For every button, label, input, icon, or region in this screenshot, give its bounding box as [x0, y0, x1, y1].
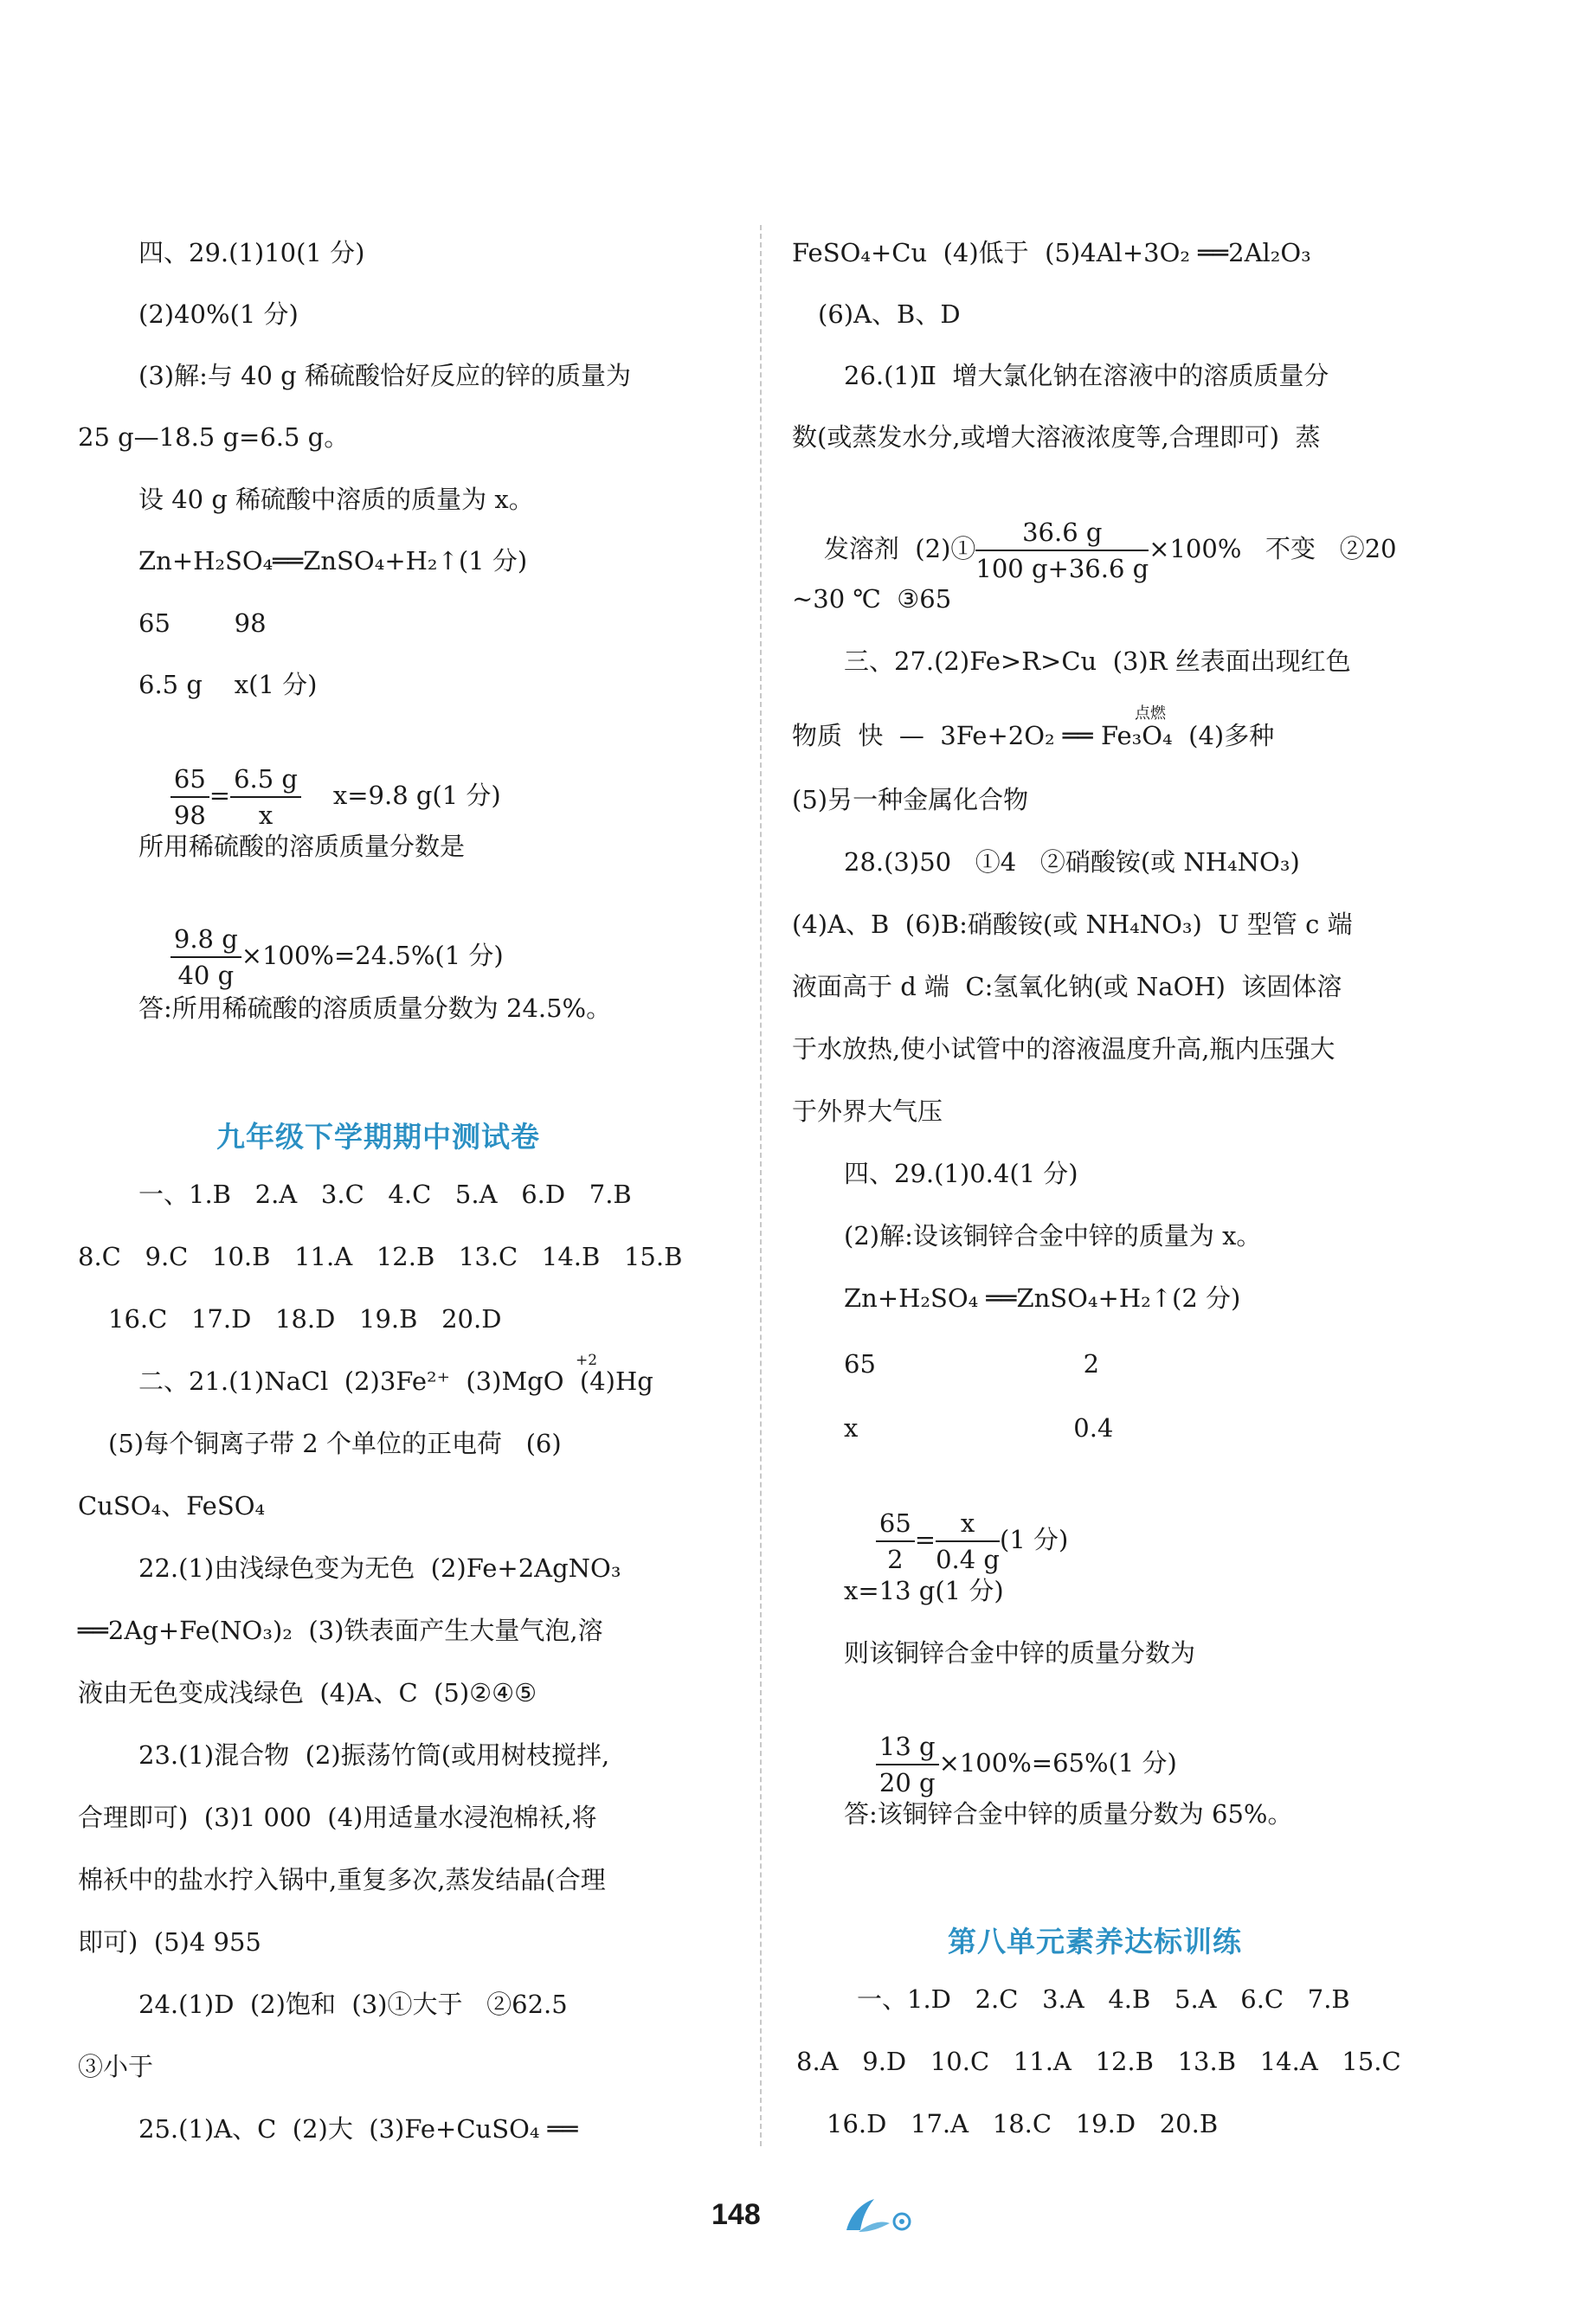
equation-line: Zn+H₂SO₄ ══ZnSO₄+H₂↑(2 分) — [844, 1283, 1241, 1313]
answer-line: 液面高于 d 端 C:氢氧化钠(或 NaOH) 该固体溶 — [792, 972, 1342, 1001]
answer-line: 液由无色变成浅绿色 (4)A、C (5)②④⑤ — [78, 1678, 537, 1707]
answer-line: 合理即可) (3)1 000 (4)用适量水浸泡棉袄,将 — [78, 1803, 597, 1832]
answer-line: 答:所用稀硫酸的溶质质量分数为 24.5%。 — [138, 993, 612, 1023]
answer-line: 6.5 g x(1 分) — [138, 670, 318, 699]
column-divider — [760, 225, 762, 2146]
answer-line: 8.A 9.D 10.C 11.A 12.B 13.B 14.A 15.C — [796, 2047, 1401, 2076]
answer-line: (6)A、B、D — [818, 299, 961, 329]
answer-line: (4)A、B (6)B:硝酸铵(或 NH₄NO₃) U 型管 c 端 — [792, 910, 1353, 939]
answer-line: ══2Ag+Fe(NO₃)₂ (3)铁表面产生大量气泡,溶 — [78, 1616, 603, 1645]
answer-line: (2)40%(1 分) — [138, 299, 299, 329]
answer-line: 答:该铜锌合金中锌的质量分数为 65%。 — [844, 1799, 1293, 1829]
answer-line: 所用稀硫酸的溶质质量分数是 — [138, 832, 466, 861]
fraction-equation: $\frac{65}{98}$ = $\frac{6.5 g}{x}$ x=9.8 g(1 分) — [138, 727, 501, 867]
equation-line: Zn+H₂SO₄══ZnSO₄+H₂↑(1 分) — [138, 546, 528, 576]
answer-line: 四、29.(1)0.4(1 分) — [844, 1159, 1078, 1188]
fraction-equation: $\frac{65}{2}$ = $\frac{x}{0.4 g}$ (1 分) — [844, 1471, 1068, 1611]
answer-line: FeSO₄+Cu (4)低于 (5)4Al+3O₂ ══2Al₂O₃ — [792, 238, 1311, 267]
answer-line: 24.(1)D (2)饱和 (3)①大于 ②62.5 — [138, 1990, 568, 2019]
answer-line: 于水放热,使小试管中的溶液温度升高,瓶内压强大 — [792, 1034, 1335, 1064]
equation-line: 物质 快 — 3Fe+2O₂ ══ Fe₃O₄ (4)多种 — [792, 721, 1275, 750]
answer-line: x 0.4 — [844, 1413, 1114, 1443]
answer-line: 26.(1)Ⅱ 增大氯化钠在溶液中的溶质质量分 — [844, 361, 1329, 390]
answer-line: 则该铜锌合金中锌的质量分数为 — [844, 1638, 1196, 1668]
answer-line: 25 g—18.5 g=6.5 g。 — [78, 422, 350, 452]
answer-line: 设 40 g 稀硫酸中溶质的质量为 x。 — [138, 485, 534, 514]
answer-line: (5)每个铜离子带 2 个单位的正电荷 (6) — [108, 1429, 562, 1458]
answer-line: 于外界大气压 — [792, 1096, 943, 1126]
answer-line: ③小于 — [78, 2052, 154, 2081]
answer-line: (2)解:设该铜锌合金中锌的质量为 x。 — [844, 1221, 1262, 1251]
answer-line: 22.(1)由浅绿色变为无色 (2)Fe+2AgNO₃ — [138, 1553, 621, 1583]
answer-line: CuSO₄、FeSO₄ — [78, 1491, 266, 1521]
answer-line: 16.C 17.D 18.D 19.B 20.D — [108, 1304, 502, 1334]
answer-line: 四、29.(1)10(1 分) — [138, 238, 365, 267]
section-heading: 第八单元素养达标训练 — [948, 1925, 1242, 1958]
answer-line: 棉袄中的盐水拧入锅中,重复多次,蒸发结晶(合理 — [78, 1865, 606, 1894]
answer-line: 二、21.(1)NaCl (2)3Fe²⁺ (3)MgO (4)Hg — [138, 1366, 653, 1396]
answer-line: 三、27.(2)Fe>R>Cu (3)R 丝表面出现红色 — [844, 646, 1351, 676]
answer-line: 16.D 17.A 18.C 19.D 20.B — [827, 2109, 1219, 2138]
answer-line: 65 98 — [138, 608, 267, 638]
page-decoration-icon — [840, 2194, 917, 2237]
answer-line: 23.(1)混合物 (2)振荡竹筒(或用树枝搅拌, — [138, 1740, 610, 1770]
answer-line: 28.(3)50 ①4 ②硝酸铵(或 NH₄NO₃) — [844, 847, 1300, 877]
answer-line: 8.C 9.C 10.B 11.A 12.B 13.C 14.B 15.B — [78, 1242, 683, 1271]
answer-line: x=13 g(1 分) — [844, 1576, 1004, 1605]
fraction-equation: $\frac{13 g}{20 g}$ ×100%=65%(1 分) — [844, 1694, 1177, 1835]
answer-line: 即可) (5)4 955 — [78, 1927, 261, 1957]
page-number: 148 — [711, 2198, 761, 2231]
fraction-equation: $\frac{9.8 g}{40 g}$ ×100%=24.5%(1 分) — [138, 887, 504, 1027]
answer-line: 一、1.B 2.A 3.C 4.C 5.A 6.D 7.B — [138, 1180, 632, 1209]
answer-line: 65 2 — [844, 1349, 1100, 1379]
answer-line: 25.(1)A、C (2)大 (3)Fe+CuSO₄ ══ — [138, 2114, 578, 2144]
answer-line: 一、1.D 2.C 3.A 4.B 5.A 6.C 7.B — [857, 1984, 1350, 2014]
answer-line: ~30 ℃ ③65 — [792, 584, 952, 614]
answer-line: (3)解:与 40 g 稀硫酸恰好反应的锌的质量为 — [138, 361, 631, 390]
answer-line: (5)另一种金属化合物 — [792, 785, 1029, 814]
valence-mark: +2 — [576, 1352, 598, 1369]
section-heading: 九年级下学期期中测试卷 — [216, 1120, 540, 1154]
answer-line: 数(或蒸发水分,或增大溶液浓度等,合理即可) 蒸 — [792, 422, 1321, 452]
reaction-condition: 点燃 — [1135, 704, 1166, 723]
fraction-equation: 发溶剂 (2)① $\frac{36.6 g}{100 g+36.6 g}$ ×100% 不变 ②20 — [792, 480, 1397, 621]
